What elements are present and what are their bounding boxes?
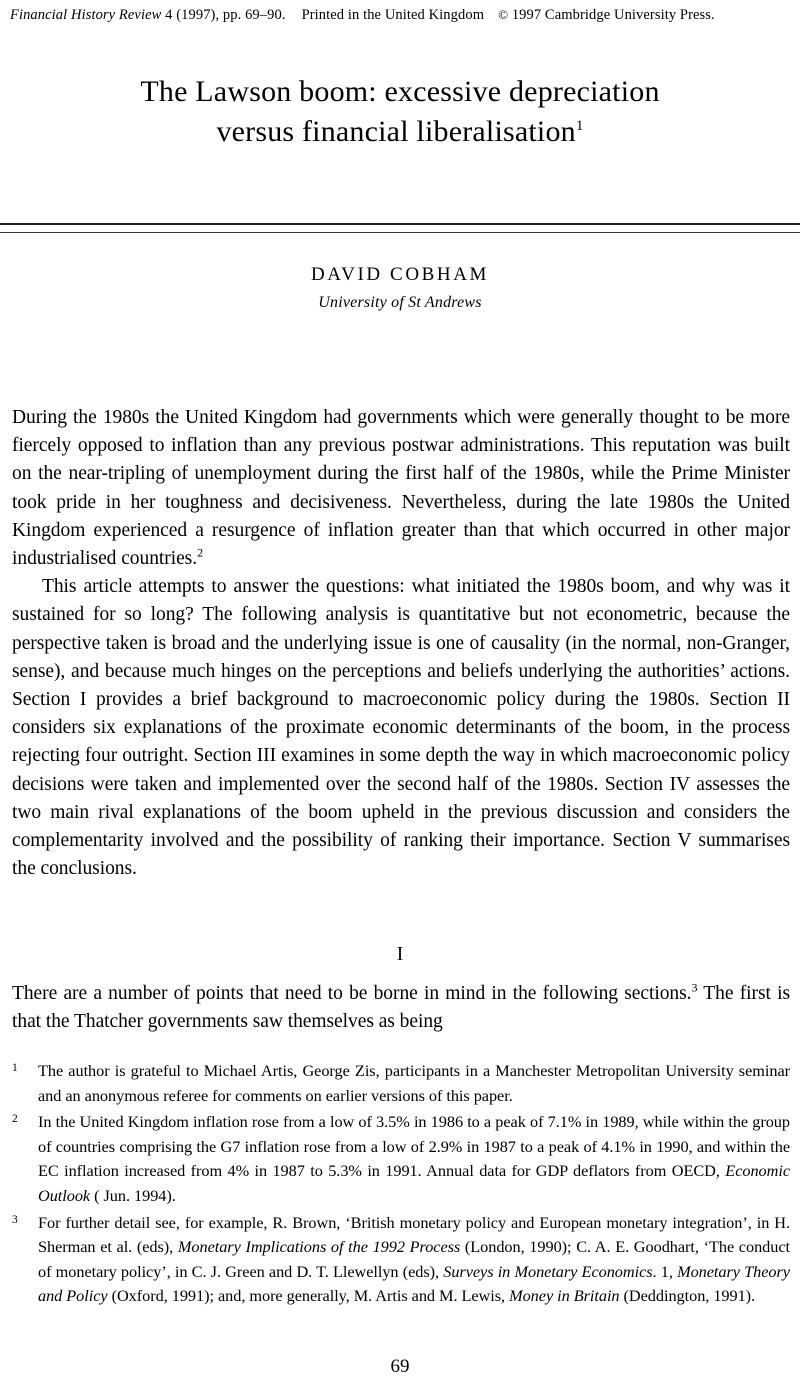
article-body	[12, 404, 790, 883]
horizontal-rule-bottom	[0, 232, 800, 233]
footnote-1-text: The author is grateful to Michael Artis, George Zis, participants in a Manchester Metropolitan University seminar and an anonymous referee for comments on earlier versions of this paper.	[38, 1061, 790, 1105]
title-line-1: The Lawson boom: excessive depreciation	[140, 75, 660, 108]
author-name: DAVID COBHAM	[310, 264, 490, 285]
footnote-3-italic-title-2: Surveys in Monetary Economics	[443, 1261, 653, 1281]
volume-issue-pages: 4 (1997), pp. 69–90.	[165, 7, 286, 23]
page-number: 69	[390, 1356, 410, 1377]
footnote-3-text-part4: (Oxford, 1991); and, more generally, M. Artis and M. Lewis,	[107, 1286, 510, 1306]
footnote-2-text-part2: ( Jun. 1994).	[90, 1185, 176, 1205]
footnote-2-italic-title-1: Economic Outlook	[38, 1161, 790, 1205]
body-paragraph-1-footnote-marker: 2	[197, 545, 204, 560]
footnote-3-text-part3: . 1,	[652, 1261, 678, 1281]
printed-in: Printed in the United Kingdom	[301, 7, 485, 23]
footnote-1-marker: 1	[12, 1062, 18, 1074]
body-paragraph-1	[12, 404, 790, 573]
body-paragraph-3-footnote-marker: 3	[691, 980, 698, 995]
body-paragraph-3-text-part2: The first is that the Thatcher governments saw themselves as being	[12, 983, 791, 1033]
copyright-notice: 1997 Cambridge University Press.	[511, 7, 715, 23]
journal-title: Financial History Review	[10, 7, 162, 23]
footnote-3-text-part1: For further detail see, for example, R. Brown, ‘British monetary policy and European monetary integration’, in H. Sherman et al. (eds),	[38, 1212, 790, 1257]
author-affiliation: University of St Andrews	[318, 294, 482, 311]
article-body-continued	[12, 980, 790, 1036]
title-line-2-text: versus financial liberalisation	[216, 115, 576, 148]
body-paragraph-3	[12, 980, 790, 1036]
body-paragraph-2: This article attempts to answer the questions: what initiated the 1980s boom, and why was it sustained for so long? The following analysis is quantitative but not econometric, because the perspective taken is broad and the underlying issue is one of causality (in the normal, non-Granger, sense), and because much hinges on the perceptions and beliefs underlying the authorities’ actions. Section I provides a brief background to macroeconomic policy during the 1980s. Section II considers six explanations of the proximate economic determinants of the boom, in the process rejecting four outright. Section III examines in some depth the way in which macroeconomic policy decisions were taken and implemented over the second half of the 1980s. Section IV assesses the two main rival explanations of the boom upheld in the previous discussion and considers the complementarity involved and the possibility of ranking their importance. Section V summarises the conclusions.	[12, 576, 790, 880]
title-line-2	[30, 112, 770, 152]
footnote-2-marker: 2	[12, 1113, 18, 1126]
footnote-3-italic-title-4: Money in Britain	[509, 1286, 620, 1306]
copyright-icon: ©	[498, 7, 509, 22]
article-title	[30, 72, 770, 152]
footnote-1	[12, 1059, 790, 1108]
footnote-2-text-part1: In the United Kingdom inflation rose from a low of 3.5% in 1986 to a peak of 7.1% in 1989, while within the group of countries comprising the G7 inflation rose from a low of 2.9% in 1987 to a peak of 4.1% in 1990, and within the EC inflation increased from 4% in 1987 to 5.3% in 1991. Annual data for GDP deflators from OECD,	[38, 1112, 790, 1181]
footnote-3-marker: 3	[12, 1213, 18, 1226]
author-block	[0, 262, 800, 315]
footnote-3-text-part5: (Deddington, 1991).	[619, 1286, 756, 1306]
section-heading-1: I	[396, 944, 404, 965]
body-paragraph-3-text-part1: There are a number of points that need to be borne in mind in the following sections.	[12, 983, 692, 1004]
footnote-2	[12, 1110, 790, 1208]
running-head	[10, 6, 792, 24]
footnotes-section	[12, 1059, 790, 1311]
footnote-3-italic-title-1: Monetary Implications of the 1992 Process	[177, 1237, 461, 1257]
title-footnote-marker: 1	[575, 118, 584, 134]
footnote-3-italic-title-3: Monetary Theory and Policy	[38, 1261, 790, 1306]
horizontal-rule-top	[0, 223, 800, 225]
footnote-3	[12, 1211, 790, 1309]
body-paragraph-1-text: During the 1980s the United Kingdom had governments which were generally thought to be more fiercely opposed to inflation than any previous postwar administrations. This reputation was built on the near-tripling of unemployment during the first half of the 1980s, while the Prime Minister took pride in her toughness and decisiveness. Nevertheless, during the late 1980s the United Kingdom experienced a resurgence of inflation greater than that which occurred in other major industrialised countries.	[12, 407, 790, 570]
footnote-3-text-part2: (London, 1990); C. A. E. Goodhart, ‘The conduct of monetary policy’, in C. J. Green and D. T. Llewellyn (eds),	[38, 1237, 790, 1281]
